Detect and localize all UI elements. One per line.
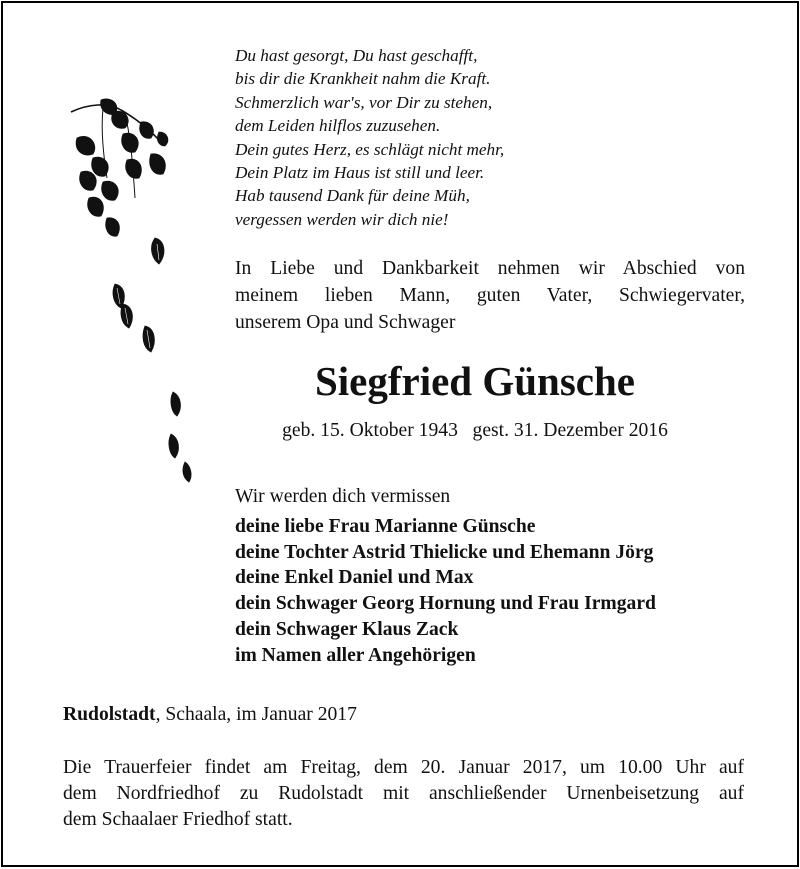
intro-line: In Liebe und Dankbarkeit nehmen wir Abschied von bbox=[235, 258, 745, 279]
place-city: Rudolstadt bbox=[63, 704, 156, 725]
deceased-name: Siegfried Günsche bbox=[314, 358, 636, 404]
mourning-intro: Wir werden dich vermissen bbox=[235, 486, 451, 507]
poem-line: Dein gutes Herz, es schlägt nicht mehr, bbox=[235, 139, 505, 159]
mourner-line: deine Enkel Daniel und Max bbox=[235, 567, 474, 589]
funeral-notice bbox=[63, 755, 744, 833]
mourner-line: deine liebe Frau Marianne Günsche bbox=[235, 516, 536, 537]
obituary-frame bbox=[1, 1, 799, 867]
poem bbox=[235, 44, 504, 231]
mourners-list bbox=[235, 514, 656, 668]
poem-line: vergessen werden wir dich nie! bbox=[235, 209, 449, 229]
funeral-line: dem Schaalaer Friedhof statt. bbox=[63, 809, 293, 830]
poem-line: Du hast gesorgt, Du hast geschafft, bbox=[235, 46, 478, 65]
mourner-line: deine Tochter Astrid Thielicke und Ehemann Jörg bbox=[235, 541, 654, 563]
intro-line: unserem Opa und Schwager bbox=[235, 312, 456, 333]
mourner-line: dein Schwager Klaus Zack bbox=[235, 618, 459, 640]
place-date bbox=[63, 702, 357, 728]
mourner-line: dein Schwager Georg Hornung und Frau Irmgard bbox=[235, 593, 656, 615]
funeral-line: dem Nordfriedhof zu Rudolstadt mit anschließender Urnenbeisetzung auf bbox=[63, 783, 744, 804]
mourner-line: im Namen aller Angehörigen bbox=[235, 644, 476, 666]
funeral-line: Die Trauerfeier findet am Freitag, dem 20. Januar 2017, um 10.00 Uhr auf bbox=[63, 757, 744, 778]
poem-line: bis dir die Krankheit nahm die Kraft. bbox=[235, 69, 491, 89]
farewell-intro bbox=[235, 255, 745, 336]
poem-line: dem Leiden hilflos zuzusehen. bbox=[235, 116, 441, 136]
intro-line: meinem lieben Mann, guten Vater, Schwiegervater, bbox=[235, 285, 745, 306]
life-dates: geb. 15. Oktober 1943 gest. 31. Dezember 2016 bbox=[282, 420, 668, 441]
poem-line: Dein Platz im Haus ist still und leer. bbox=[235, 163, 485, 183]
place-rest: , Schaala, im Januar 2017 bbox=[155, 704, 357, 725]
poem-line: Schmerzlich war's, vor Dir zu stehen, bbox=[235, 92, 493, 112]
poem-line: Hab tausend Dank für deine Müh, bbox=[235, 186, 470, 206]
falling-leaves-icon bbox=[63, 98, 213, 493]
